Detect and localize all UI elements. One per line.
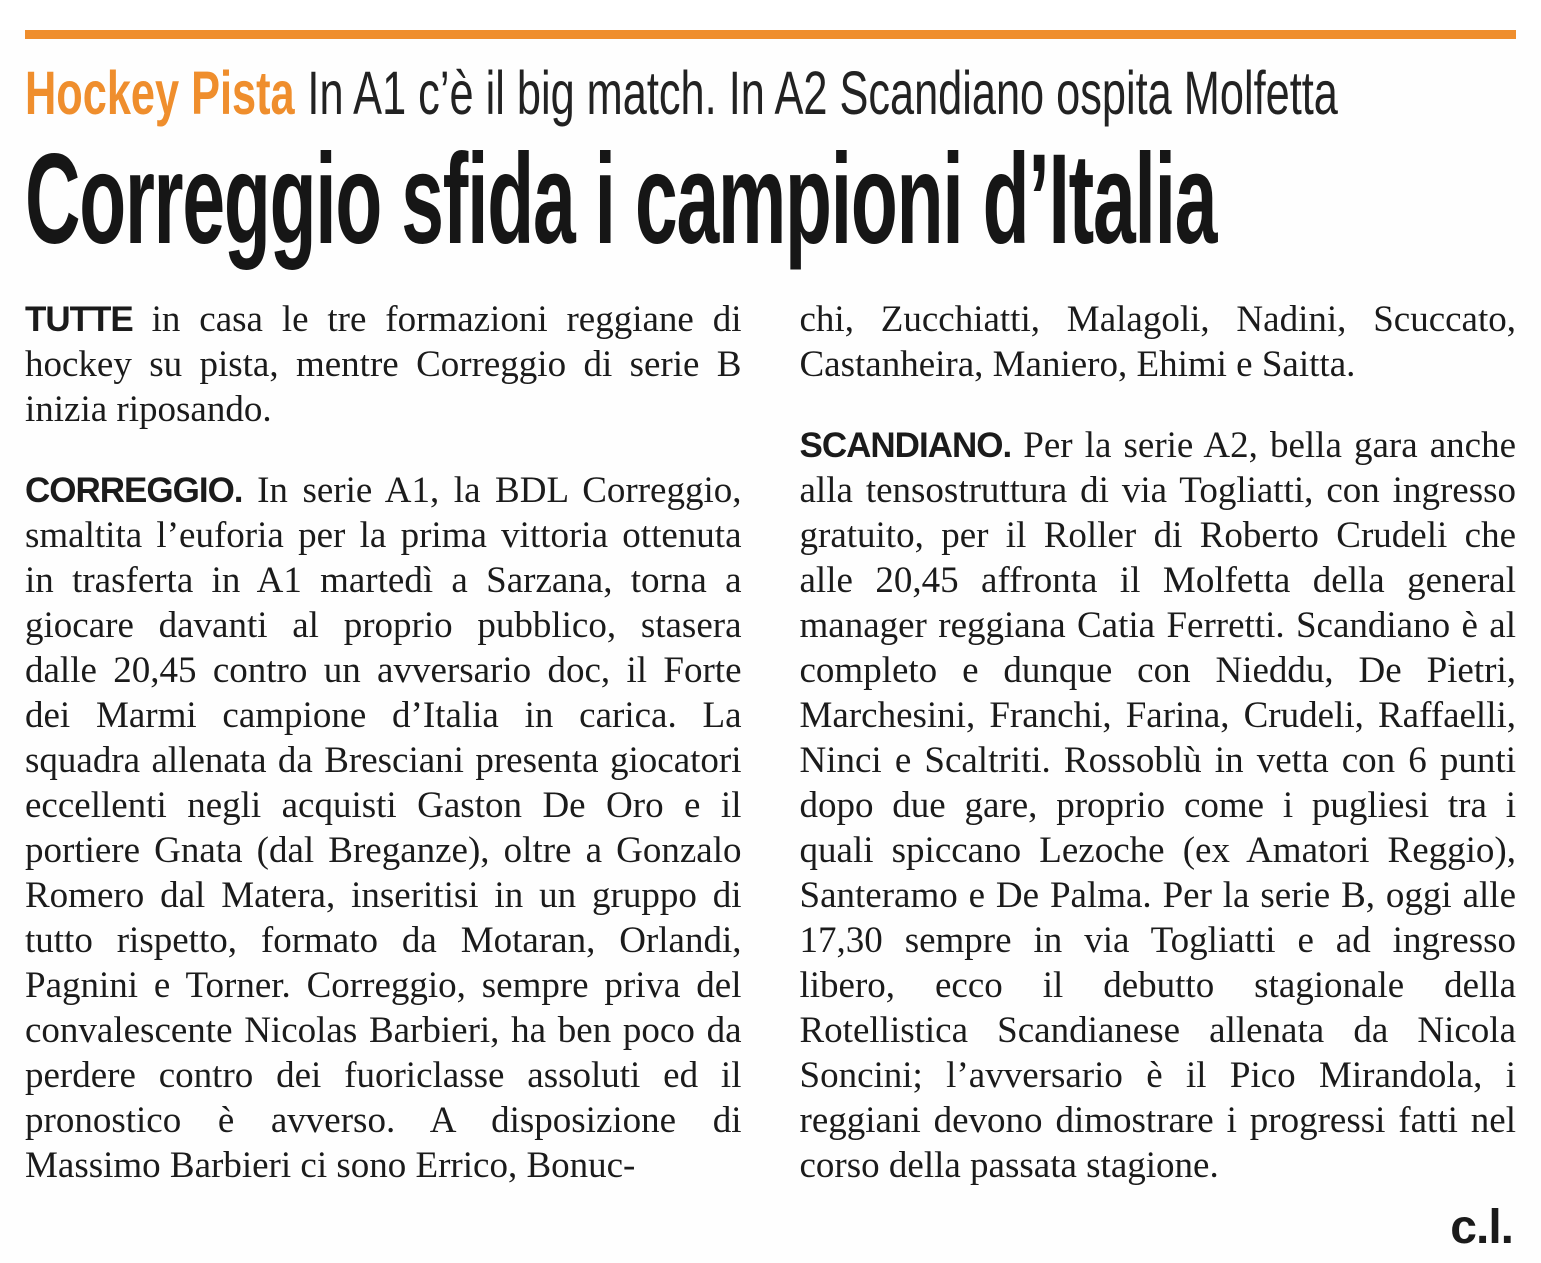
paragraph-text: In serie A1, la BDL Correggio, smaltita l’euforia per la prima vittoria ottenuta in trasferta in A1 martedì a Sarzana, torna a giocare davanti al proprio pubblico, stasera dalle 20,45 contro un avversario doc, il Forte dei Marmi campione d’Italia in carica. La squadra allenata da Bresciani presenta giocatori eccellenti negli acquisti Gaston De Oro e il portiere Gnata (dal Breganze), oltre a Gonzalo Romero dal Matera, inseritisi in un gruppo di tutto rispetto, formato da Motaran, Orlandi, Pagnini e Torner. Correggio, sempre priva del convalescente Nicolas Barbieri, ha ben poco da perdere contro dei fuoriclasse assoluti ed il pronostico è avverso. A disposizione di Massimo Barbieri ci sono Errico, Bonuc- [25, 470, 742, 1186]
paragraph-scandiano [800, 423, 1517, 1188]
paragraph-lead: SCANDIANO. [799, 426, 1012, 465]
kicker [25, 61, 1516, 125]
newspaper-clipping [0, 30, 1541, 1263]
paragraph-lead: CORREGGIO. [25, 471, 243, 510]
headline [25, 128, 1516, 271]
kicker-text: In A1 c’è il big match. In A2 Scandiano ospita Molfetta [307, 59, 1338, 127]
paragraph-text: chi, Zucchiatti, Malagoli, Nadini, Scuccato, Castanheira, Maniero, Ehimi e Saitta. [799, 299, 1516, 385]
kicker-brand: Hockey Pista [25, 59, 295, 127]
paragraph-text: in casa le tre formazioni reggiane di hockey su pista, mentre Correggio di serie B inizia riposando. [25, 299, 742, 430]
paragraph-text: Per la serie A2, bella gara anche alla tensostruttura di via Togliatti, con ingresso gratuito, per il Roller di Roberto Crudeli che alle 20,45 affronta il Molfetta della general manager reggiana Catia Ferretti. Scandiano è al completo e dunque con Nieddu, De Pietri, Marchesini, Franchi, Farina, Crudeli, Raffaelli, Ninci e Scaltriti. Rossoblù in vetta con 6 punti dopo due gare, proprio come i pugliesi tra i quali spiccano Lezoche (ex Amatori Reggio), Santeramo e De Palma. Per la serie B, oggi alle 17,30 sempre in via Togliatti e ad ingresso libero, ecco il debutto stagionale della Rotellistica Scandianese allenata da Nicola Soncini; l’avversario è il Pico Mirandola, i reggiani devono dimostrare i progressi fatti nel corso della passata stagione. [799, 425, 1516, 1186]
author-signature: c.l. [1450, 1201, 1513, 1254]
article-column-right [800, 297, 1517, 1188]
paragraph-continuation [800, 297, 1517, 387]
paragraph-lead: TUTTE [25, 300, 133, 339]
accent-rule [25, 30, 1516, 39]
article-column-left [25, 297, 742, 1188]
article-body [25, 297, 1516, 1188]
headline-text: Correggio sfida i campioni d’Italia [25, 128, 1217, 271]
paragraph-correggio [25, 468, 742, 1188]
paragraph-tutte [25, 297, 742, 432]
